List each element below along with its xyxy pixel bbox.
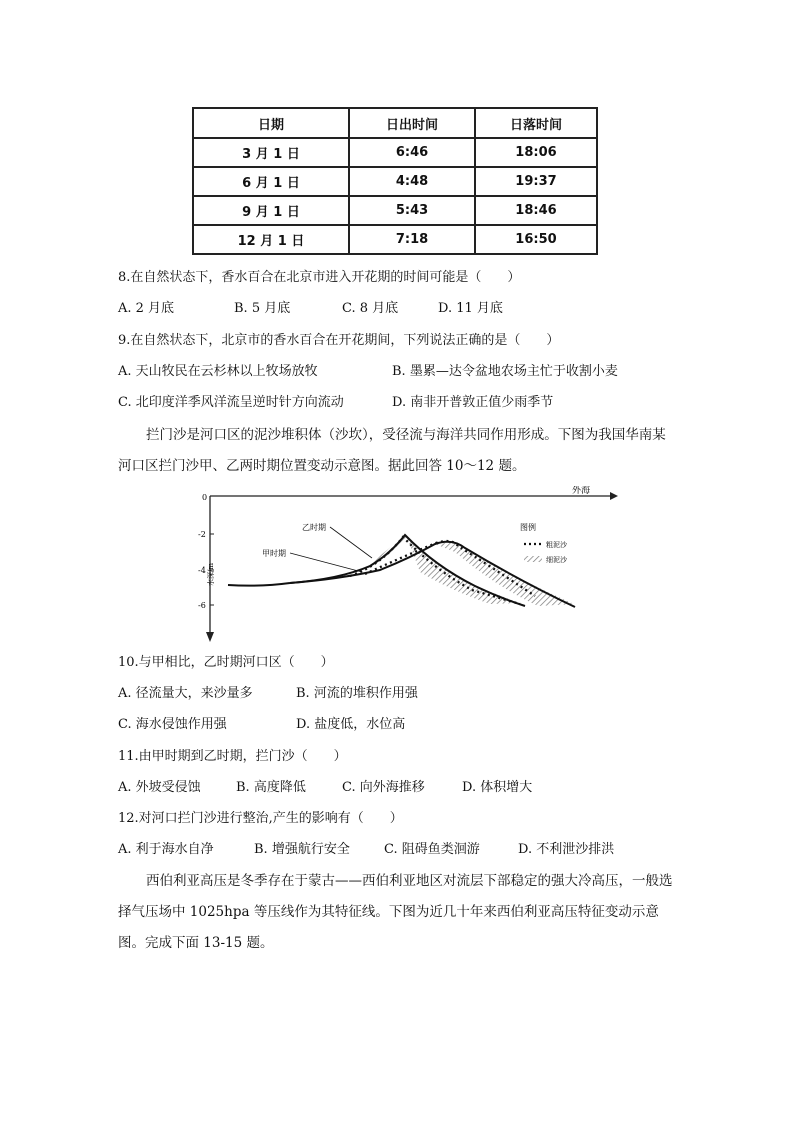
q11-stem: 11.由甲时期到乙时期，拦门沙（ ） bbox=[118, 749, 347, 764]
q10-stem: 10.与甲相比，乙时期河口区（ ） bbox=[118, 655, 334, 670]
passage-siberian-high bbox=[118, 866, 678, 959]
legend-fine-swatch bbox=[524, 556, 542, 562]
q8-stem: 8.在自然状态下，香水百合在北京市进入开花期的时间可能是（ ） bbox=[118, 270, 521, 285]
legend-coarse-label: 粗泥沙 bbox=[546, 541, 567, 549]
col-header-sunset: 日落时间 bbox=[475, 108, 597, 138]
q10-option-c: C. 海水侵蚀作用强 bbox=[118, 717, 227, 732]
table-row bbox=[193, 138, 597, 167]
legend-title: 图例 bbox=[520, 523, 536, 532]
table-cell: 6 月 1 日 bbox=[193, 167, 349, 196]
leader-yi bbox=[330, 527, 372, 558]
q8-option-a: A. 2 月底 bbox=[118, 301, 175, 316]
q8-option-d: D. 11 月底 bbox=[438, 301, 503, 316]
q11-option-c: C. 向外海推移 bbox=[342, 780, 425, 795]
q9-stem: 9.在自然状态下，北京市的香水百合在开花期间，下列说法正确的是（ ） bbox=[118, 333, 560, 348]
q9-option-b: B. 墨累—达令盆地农场主忙于收割小麦 bbox=[392, 364, 618, 379]
label-yi-period: 乙时期 bbox=[302, 523, 326, 532]
q9-option-d: D. 南非开普敦正值少雨季节 bbox=[392, 395, 554, 410]
q8-option-b: B. 5 月底 bbox=[234, 301, 291, 316]
sun-times-table bbox=[192, 107, 598, 255]
table-row bbox=[193, 196, 597, 225]
table-cell: 4:48 bbox=[349, 167, 475, 196]
table-cell: 9 月 1 日 bbox=[193, 196, 349, 225]
legend-fine-label: 细泥沙 bbox=[546, 556, 567, 564]
q12-option-d: D. 不利泄沙排洪 bbox=[518, 842, 615, 857]
leader-jia bbox=[290, 553, 362, 572]
q12-option-a: A. 利于海水自净 bbox=[118, 842, 214, 857]
q8-option-c: C. 8 月底 bbox=[342, 301, 399, 316]
passage-river-mouth-text: 拦门沙是河口区的泥沙堆积体（沙坎），受径流与海洋共同作用形成。下图为我国华南某河口区拦门沙甲、乙两时期位置变动示意图。据此回答 10～12 题。 bbox=[118, 427, 666, 474]
y-tick-label: 0 bbox=[202, 493, 208, 502]
table-cell: 5:43 bbox=[349, 196, 475, 225]
y-tick-label: -4 bbox=[198, 566, 206, 575]
table-cell: 19:37 bbox=[475, 167, 597, 196]
x-axis-arrow-icon bbox=[610, 492, 618, 500]
y-tick-label: -6 bbox=[198, 601, 206, 610]
table-cell: 12 月 1 日 bbox=[193, 225, 349, 254]
table-cell: 6:46 bbox=[349, 138, 475, 167]
q11-option-a: A. 外坡受侵蚀 bbox=[118, 780, 201, 795]
table-header-row bbox=[193, 108, 597, 138]
table-row bbox=[193, 167, 597, 196]
x-axis-label: 外海 bbox=[572, 486, 591, 496]
q10-option-a: A. 径流量大，来沙量多 bbox=[118, 686, 253, 701]
table-cell: 3 月 1 日 bbox=[193, 138, 349, 167]
q9-option-c: C. 北印度洋季风洋流呈逆时针方向流动 bbox=[118, 395, 344, 410]
y-axis-arrow-icon bbox=[206, 632, 214, 642]
table-row bbox=[193, 225, 597, 254]
table-cell: 18:46 bbox=[475, 196, 597, 225]
passage-river-mouth bbox=[118, 420, 678, 482]
col-header-date: 日期 bbox=[193, 108, 349, 138]
q12-stem: 12.对河口拦门沙进行整治,产生的影响有（ ） bbox=[118, 811, 403, 826]
river-mouth-bar-figure bbox=[190, 486, 620, 642]
col-header-sunrise: 日出时间 bbox=[349, 108, 475, 138]
seabed-profile-start bbox=[228, 583, 290, 586]
passage-siberian-high-text: 西伯利亚高压是冬季存在于蒙古——西伯利亚地区对流层下部稳定的强大冷高压，一般选择气压场中 1025hpa 等压线作为其特征线。下图为近几十年来西伯利亚高压特征变动示意图。完成下面 13-15 题。 bbox=[118, 873, 673, 951]
q12-option-c: C. 阻碍鱼类洄游 bbox=[384, 842, 480, 857]
q10-option-d: D. 盐度低，水位高 bbox=[296, 717, 406, 732]
y-axis-label: 水深/m bbox=[207, 563, 215, 586]
q11-option-d: D. 体积增大 bbox=[462, 780, 533, 795]
q9-option-a: A. 天山牧民在云杉林以上牧场放牧 bbox=[118, 364, 318, 379]
table-cell: 16:50 bbox=[475, 225, 597, 254]
label-jia-period: 甲时期 bbox=[262, 549, 286, 558]
table-cell: 7:18 bbox=[349, 225, 475, 254]
y-tick-label: -2 bbox=[198, 530, 206, 539]
q10-option-b: B. 河流的堆积作用强 bbox=[296, 686, 418, 701]
q12-option-b: B. 增强航行安全 bbox=[254, 842, 350, 857]
table-cell: 18:06 bbox=[475, 138, 597, 167]
q11-option-b: B. 高度降低 bbox=[236, 780, 306, 795]
